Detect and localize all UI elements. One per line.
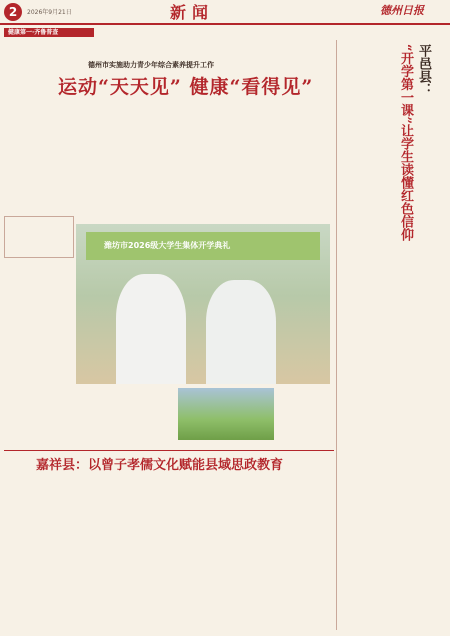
student-figure-right (206, 280, 276, 384)
article-column-3 (180, 100, 278, 220)
bottom-column-2 (80, 474, 160, 630)
bottom-headline: 嘉祥县：以曾子孝儒文化赋能县域思政教育 (36, 458, 284, 473)
header-rule (0, 23, 450, 25)
bottom-column-3 (164, 474, 244, 630)
page-banner: 健康第一·齐鲁普查 (4, 28, 94, 37)
photo-banner-text: 潍坊市2026级大学生集体开学典礼 (104, 241, 231, 250)
summary-box (4, 216, 74, 258)
column-rule (336, 40, 337, 630)
photo-caption (282, 384, 332, 444)
main-headline: 运动“天天见” 健康“看得见” (58, 76, 314, 98)
right-column-text-lower (340, 380, 446, 630)
main-photo (76, 224, 330, 384)
student-figure-left (116, 274, 186, 384)
right-headline-county: 平邑县： (416, 44, 431, 96)
right-column-text (340, 44, 398, 244)
newspaper-logo: 德州日报 (380, 4, 424, 17)
section-title: 新闻 (170, 3, 215, 22)
bottom-column-4 (248, 474, 332, 630)
right-headline (398, 44, 431, 364)
right-headline-title: “开学第一课”让学生读懂红色信仰 (398, 44, 413, 241)
article-subtitle: 德州市实施助力青少年综合素养提升工作 (88, 61, 214, 69)
section-divider (4, 450, 334, 451)
secondary-photo (178, 388, 274, 440)
issue-date: 2026年9月21日 (27, 9, 72, 16)
page-number-badge: 2 (4, 3, 22, 21)
article-column-2 (78, 100, 176, 220)
bottom-column-1 (4, 474, 76, 630)
